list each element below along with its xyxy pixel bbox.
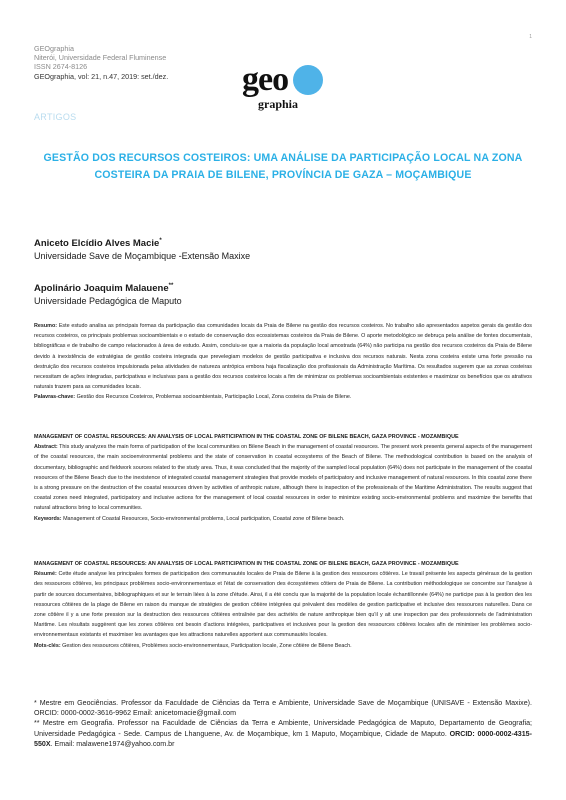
article-title: [34, 150, 532, 183]
palavras-chave-label: Palavras-chave:: [34, 394, 76, 401]
orcid-label: ORCID:: [449, 729, 475, 738]
resumo-text: Este estudo analisa as principais formas da participação das comunidades locais da Praia de Bilene na gestão dos recursos costeiros. No trabalho são apresentados aspetos gerais da gestão dos recursos costeiros, os principais problemas socioambientais e o estado de conservação dos ecossistemas costeiros da Praia de Bilene. O aporte metodológico se debruça pela análise de fontes documentais, bibliográficas e de trabalho de campo relacionados à área de estudo. Assim, concluiu-se que a maioria da população local amostrada (64%) não participa na gestão dos recursos costeiros da Praia de Bilene devido à inexistência de estratégias de gestão costeira integrada que prevelegiam modelos de gestão participativa e inclusiva dos recursos naturais. Nesta zona costeira existe uma forte pressão na destruição dos recursos costeiros impulsionada pelas atividades de natureza antrópica embora haja fiscalização dos profissionais da Administração Marítima. Os resultados sugerem que as zonas costeiras necessitam de ações integradas, participativas e inclusivas para a gestão dos recursos costeiros locais a fim de minimizar os problemas socioambientais existentes e maximizar os benefícios que os atrativos naturais trazem para as comunidades locais.: [34, 323, 533, 391]
logo-circle: [293, 65, 323, 95]
geographia-logo: [240, 58, 330, 112]
resume-block: [34, 559, 532, 651]
journal-header: [34, 44, 168, 81]
footnotes: [34, 698, 532, 749]
section-label: ARTIGOS: [34, 112, 77, 122]
footnote-2: ** Mestre em Geografia. Professor na Faculdade de Ciências da Terra e Ambiente, Universidade Pedagógica de Maputo, Departamento de Geografia; Universidade Pedagógica - Sede. Campus de Lhanguene, Av. de Moçambique, km 1 Maputo, Moçambique, Cidade de Maputo. ORCID: 0000-0002-4315-550X. Email: malawene1974@yahoo.com.br: [34, 719, 532, 748]
resume-label: Résumé:: [34, 571, 57, 578]
author-1-name: Aniceto Elcídio Alves Macie*: [34, 238, 162, 250]
logo-top-text: geo: [242, 61, 289, 98]
abstract-label: Abstract:: [34, 444, 58, 451]
keywords-label: Keywords:: [34, 515, 62, 522]
email-2: . Email: malawene1974@yahoo.com.br: [50, 739, 175, 748]
abstract-block: [34, 432, 532, 524]
palavras-chave: Gestão dos Recursos Costeiros, Problemas socioambientais, Participação Local, Zona costeira da Praia de Bilene.: [76, 394, 352, 401]
corner-mark: 1: [529, 34, 532, 40]
author-1: [34, 235, 250, 262]
resume-text: Cette étude analyse les principales formes de participation des communautés locales de Praia de Bilene à la gestion des ressources côtières. Le travail présente les aspects généraux de la gestion des ressources côtières, les principaux problèmes socio-environnementaux et l'état de conservation des écosystèmes côtiers de Praia de Bilene. La contribution méthodologique se concentre sur l'analyse à partir de sources documentaires, bibliographiques et sur le terrain liées à la zone d'étude. Ainsi, il a été conclu que la majorité de la population locale échantillonnée (64%) ne participe pas à la gestion des les ressources côtières de la plage de Bilene en raison du manque de stratégies de gestion côtière intégrées qui prévalent des modèles de gestion participative et inclusive des ressources naturelles. Dans ce zone côtière il y a une forte pression sur la destruction des ressources côtières entraînée par des activités de nature anthropique bien qu'il y ait une inspection par des professionnels de l'administration Maritime. Les résultats suggèrent que les zones côtières ont besoin d'actions intégrées, participatives et inclusives pour la gestion des ressources côtières locales afin de minimiser les problèmes socio-environnementaux existants et maximiser les avantages que les attractions naturelles apportent aux communautés locales.: [34, 571, 533, 639]
mots-cles: Gestion des ressources côtières, Problèmes socio-environnementaux, Participation locale, Zone côtière de Bilene Beach.: [62, 642, 352, 649]
author-2: [34, 280, 182, 307]
title-line-1: GESTÃO DOS RECURSOS COSTEIROS: UMA ANÁLISE DA PARTICIPAÇÃO LOCAL NA ZONA: [43, 152, 523, 164]
journal-name: GEOgraphia: [34, 44, 74, 53]
resumo-label: Resumo:: [34, 323, 58, 329]
author-1-affiliation: Universidade Save de Moçambique -Extensão Maxixe: [34, 251, 251, 262]
author-2-affiliation: Universidade Pedagógica de Maputo: [34, 296, 182, 307]
resumo-block: [34, 321, 532, 403]
footnote-1: * Mestre em Geociências. Professor da Faculdade de Ciências da Terra e Ambiente, Universidade Save de Moçambique (UNISAVE - Extensão Maxixe). ORCID: 0000-0002-3616-9962 Email: anicetomacie@gmail.com: [34, 699, 532, 718]
mots-cles-label: Mots-clés:: [34, 642, 61, 649]
title-line-2: COSTEIRA DA PRAIA DE BILENE, PROVÍNCIA DE GAZA – MOÇAMBIQUE: [94, 168, 472, 181]
journal-issn: ISSN 2674-8126: [34, 62, 88, 72]
abstract-text: This study analyzes the main forms of participation of the local communities on Bilene Beach in the management of coastal resources. The present work presents general aspects of the management of the coastal resources, the main socioenvironmental problems and the state of conservation in coastal ecosystems of the Beach of Bilene. The methodological contribution is based on the analysis of documentary, bibliographic and fieldwork sources related to the study area. Thus, it was concluded that the majority of the sampled local population (64%) does not participate in the management of the coastal resources of the Bilene Beach due to the inexistence of integrated coastal management strategies that provide models of participatory and inclusive management of natural resources. In this coastal zone there is a strong pressure on the destruction of the coastal resources driven by activities of anthropic nature, although there is inspection of the professionals of the Maritime Administration. The results suggest that coastal zones need integrated, participatory and inclusive actions for the management of local coastal resources in order to minimize existing socio-environmental problems and maximize the benefits that natural attractions bring to local communities.: [34, 444, 533, 512]
resume-heading: MANAGEMENT OF COASTAL RESOURCES: AN ANALYSIS OF LOCAL PARTICIPATION IN THE COASTAL ZONE OF BILENE BEACH, GAZA PROVINCE - MOZAMBIQUE: [34, 561, 459, 567]
journal-volume: GEOgraphia, vol: 21, n.47, 2019: set./dez.: [34, 71, 169, 81]
journal-institution: Niterói, Universidade Federal Fluminense: [34, 53, 167, 63]
author-2-name: Apolinário Joaquim Malauene**: [34, 283, 174, 295]
abstract-heading: MANAGEMENT OF COASTAL RESOURCES: AN ANALYSIS OF LOCAL PARTICIPATION IN THE COASTAL ZONE OF BILENE BEACH, GAZA PROVINCE - MOZAMBIQUE: [34, 434, 459, 440]
logo-bottom-text: graphia: [258, 97, 299, 111]
orcid-2: 0000-0002-4315-550X: [34, 729, 532, 748]
keywords: Management of Coastal Resources, Socio-environmental problems, Local participation, Coastal zone of Bilene beach.: [63, 515, 345, 522]
